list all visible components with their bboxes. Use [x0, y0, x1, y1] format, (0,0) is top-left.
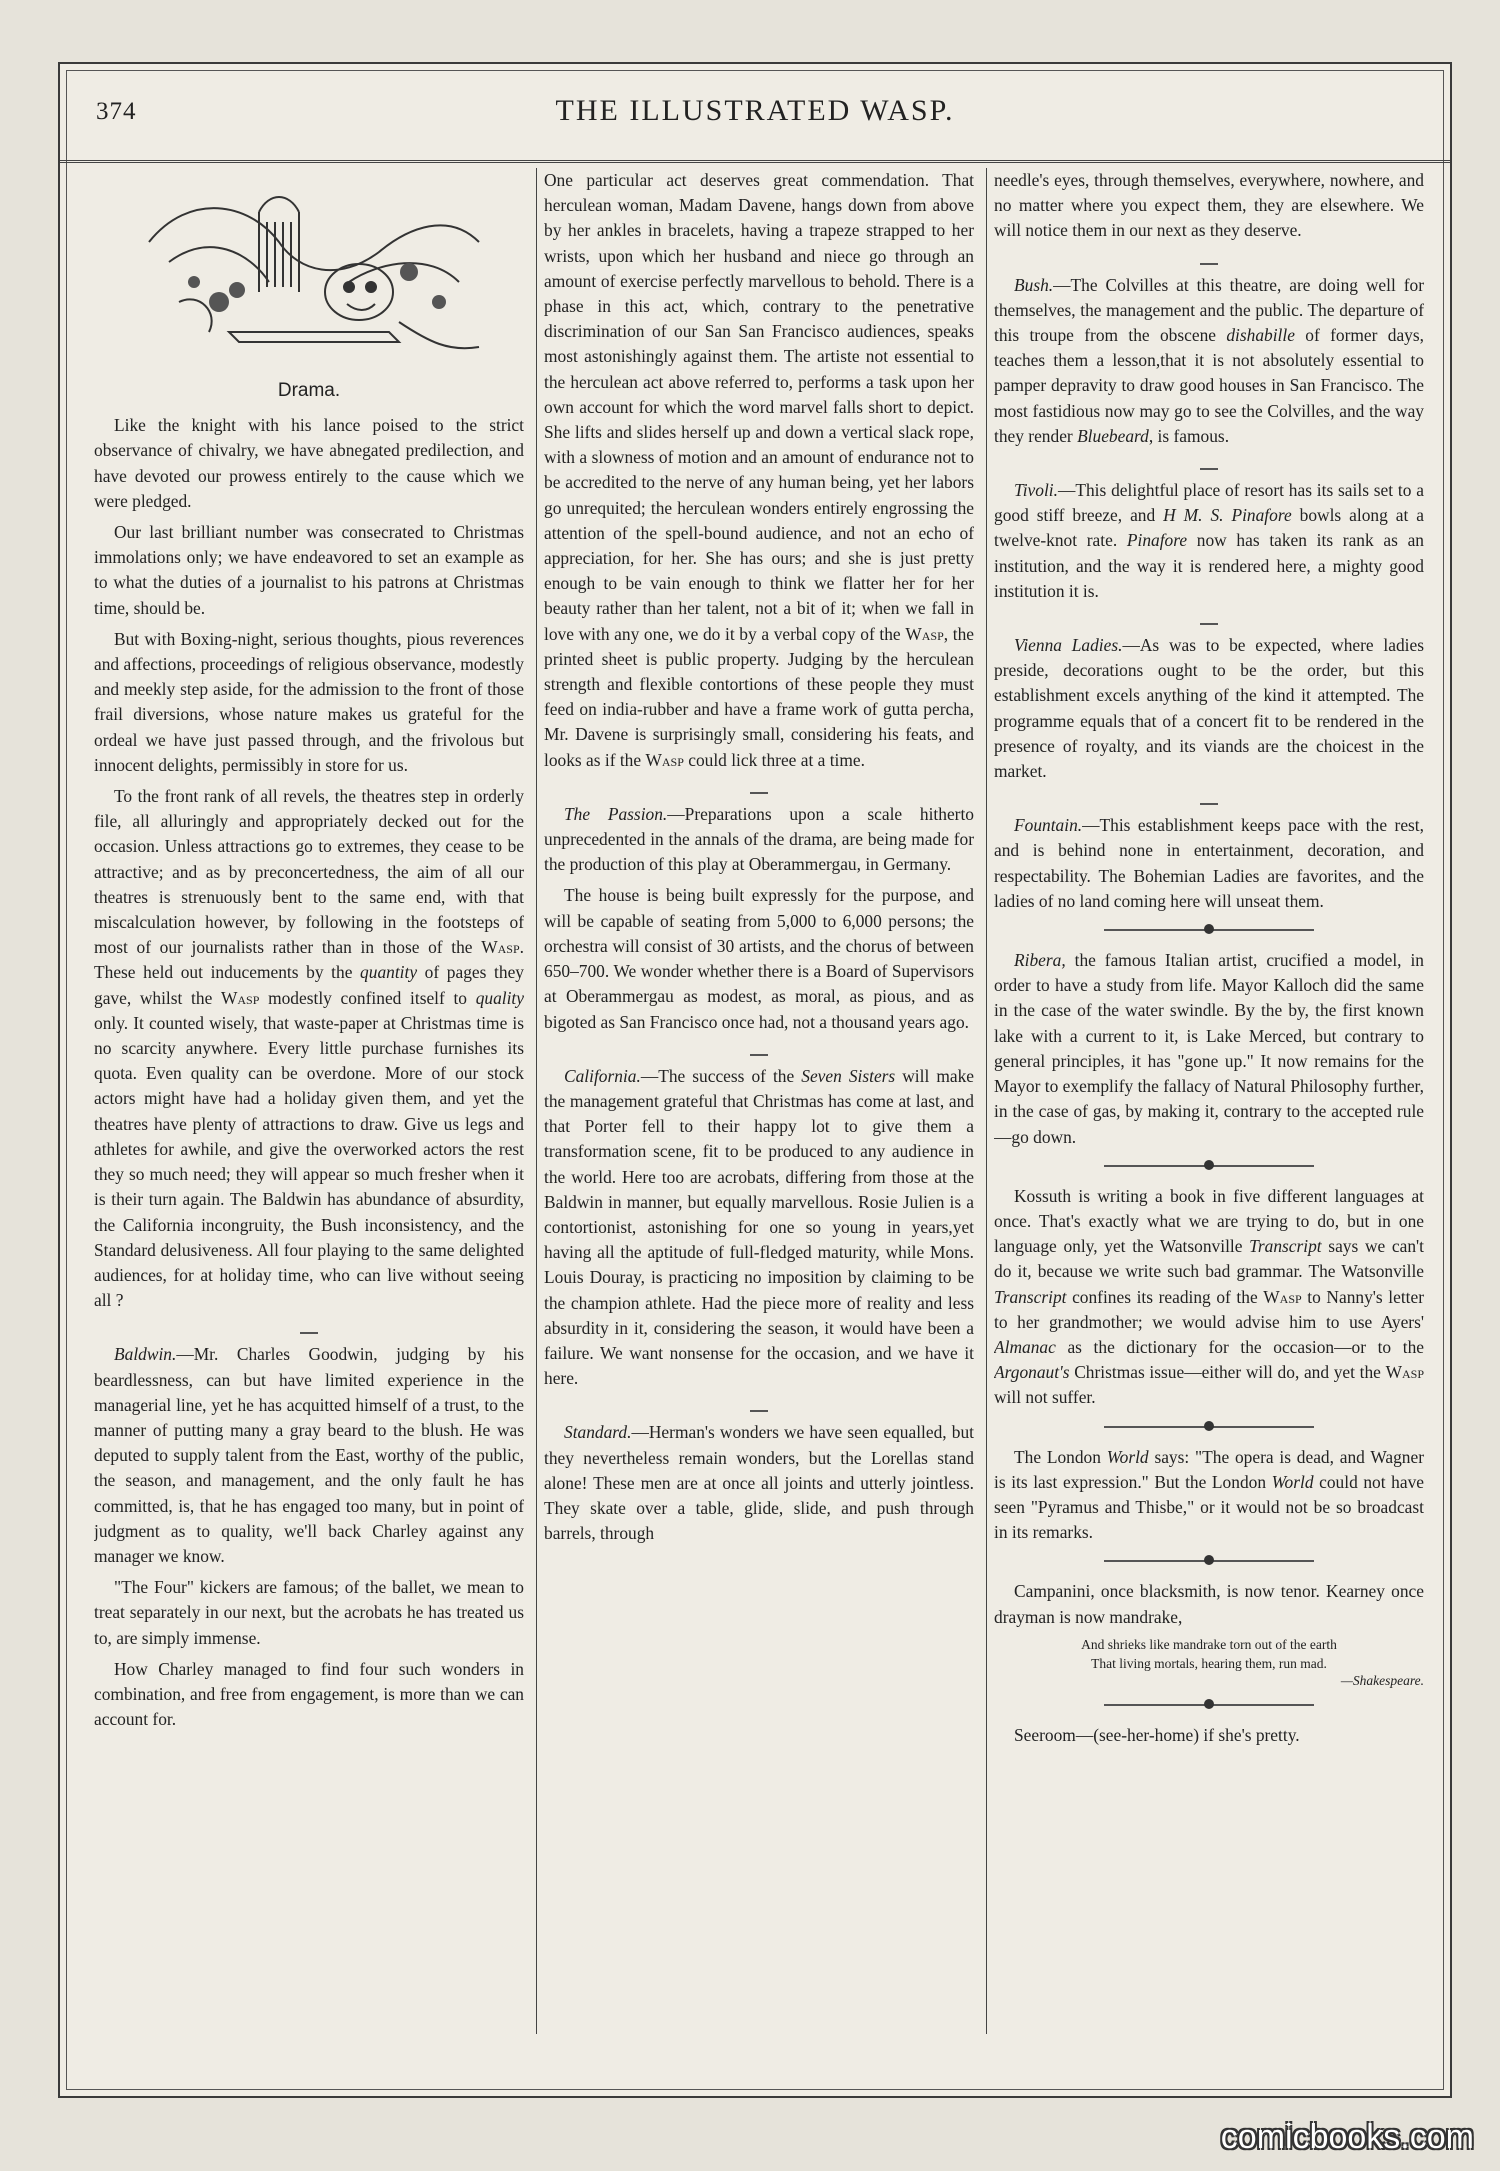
- page-number: 374: [96, 98, 137, 125]
- section-title-drama: Drama.: [277, 380, 341, 401]
- quote-attribution: —Shakespeare.: [1340, 1672, 1424, 1688]
- column-2: [544, 168, 974, 2038]
- paragraph-standard: Standard.—Herman's wonders we have seen equalled, but they nevertheless remain wonders, but the Lorellas stand alone! These men are at once all joints and utterly jointless. They skate over a table, glide, slide, and push through barrels, through: [544, 1422, 974, 1544]
- column-1: [94, 168, 524, 2038]
- section-divider: [544, 1047, 974, 1056]
- quote-line: And shrieks like mandrake torn out of the earth: [1081, 1636, 1337, 1652]
- paragraph-ribera: Ribera, the famous Italian artist, crucified a model, in order to have a study from life. Mayor Kalloch did the same in the case of the water swindle. By the by, the first known lake with a current to it, is Lake Merced, but contrary to general principles, it has "gone up." It now remains for the Mayor to exemplify the fallacy of Natural Philosophy further, in the case of gas, by making it, contrary to the accepted rule—go down.: [994, 950, 1424, 1147]
- page-header: [60, 64, 1450, 163]
- paragraph-fountain: Fountain.—This establishment keeps pace with the rest, and is behind none in entertainment, decoration, and respectability. The Bohemian Ladies are favorites, and the ladies of no land coming here will unseat them.: [994, 815, 1424, 911]
- watermark: comicbooks.com: [1220, 2118, 1474, 2156]
- paragraph: To the front rank of all revels, the theatres step in orderly file, all alluringly and appropriately decked out for the occasion. Unless attractions go to extremes, they cease to be attractive; and as by preconcertedness, the aim of all our theatres is strenuously bent to the same end, with that miscalculation however, by following in the footsteps of most of our journalists rather than in those of the Wasp. These held out inducements by the quantity of pages they gave, whilst the Wasp modestly confined itself to quality only. It counted wisely, that waste-paper at Christmas time is no scarcity anywhere. Every little purchase furnishes its quota. Even quality can be overdone. More of our stock actors might have had a holiday given them, and yet the theatres have plenty of attractions to draw. Give us legs and athletes for awhile, and give the overworked actors the rest they so much need; they will appear so much fresher when it is their turn again. The Baldwin has abundance of absurdity, the California incongruity, the Bush inconsistency, and the Standard delusiveness. All four playing to the same delighted audiences, for at holiday time, who can live without seeing all ?: [94, 786, 524, 1311]
- paragraph-kossuth: Kossuth is writing a book in five different languages at once. That's exactly what we are trying to do, but in one language only, yet the Watsonville Transcript says we can't do it, because we write such bad grammar. The Watsonville Transcript confines its reading of the Wasp to Nanny's letter to her grandmother; we would advise him to use Ayers' Almanac as the dictionary for the occasion—or to the Argonaut's Christmas issue—either will do, and yet the Wasp will not suffer.: [994, 1185, 1424, 1408]
- paragraph-vienna-ladies: Vienna Ladies.—As was to be expected, where ladies preside, decorations ought to be the order, but this establishment excels anything of the kind it attempted. The programme equals that of a concert fit to be rendered in the presence of royalty, and its viands are the choicest in the market.: [994, 635, 1424, 782]
- ornament-divider: [994, 1160, 1424, 1172]
- paragraph: needle's eyes, through themselves, everywhere, nowhere, and no matter where you expect them, they are elsewhere. We will notice them in our next as they deserve.: [994, 170, 1424, 241]
- section-divider: [544, 1403, 974, 1412]
- paragraph-seeroom: Seeroom—(see-her-home) if she's pretty.: [1014, 1724, 1300, 1745]
- section-divider: [994, 796, 1424, 805]
- paragraph: Like the knight with his lance poised to the strict observance of chivalry, we have abnegated predilection, and have devoted our prowess entirely to the cause which we were pledged.: [94, 415, 524, 511]
- lyre-and-masks-ornament-icon: [109, 172, 509, 372]
- paragraph-california: California.—The success of the Seven Sisters will make the management grateful that Christmas has come at last, and that Porter fell to their happy lot to give them a transformation scene, fit to be produced to any audience in the world. Here too are acrobats, differing from those at the Baldwin in manner, but equally marvellous. Rosie Julien is a contortionist, astonishing for one so young in years,yet having all the aptitude of full-fledged maturity, while Mons. Louis Douray, is practicing no imposition by claiming to be the champion athlete. Had the piece more of reality and less absurdity in it, considering the season, it would have been a failure. We want nonsense for the occasion, and we have it here.: [544, 1065, 974, 1389]
- paragraph: Our last brilliant number was consecrated to Christmas immolations only; we have endeavored to set an example as to what the duties of a journalist to his patrons at Christmas time, should be.: [94, 522, 524, 618]
- paragraph-passion: The Passion.—Preparations upon a scale hitherto unprecedented in the annals of the drama, are being made for the production of this play at Oberammergau, in Germany.: [544, 803, 974, 875]
- section-divider: [994, 616, 1424, 625]
- paragraph-tivoli: Tivoli.—This delightful place of resort has its sails set to a good stiff breeze, and H M. S. Pinafore bowls along at a twelve-knot rate. Pinafore now has taken its rank as an institution, and the way it is rendered here, a mighty good institution it is.: [994, 480, 1424, 601]
- section-divider: [544, 785, 974, 794]
- ornament-divider: [994, 1699, 1424, 1711]
- newspaper-page: [58, 62, 1452, 2098]
- ornament-divider: [994, 924, 1424, 936]
- paragraph: The house is being built expressly for the purpose, and will be capable of seating from 5,000 to 6,000 persons; the orchestra will consist of 30 artists, and the chorus of between 650–700. We wonder whether there is a Board of Supervisors at Oberammergau as modest, as moral, as pious, and as bigoted as San Francisco once had, not a thousand years ago.: [544, 885, 974, 1032]
- paragraph-london-world: The London World says: "The opera is dead, and Wagner is its last expression." But the London World could not have seen "Pyramus and Thisbe," or it would not be so broadcast in its remarks.: [994, 1446, 1424, 1543]
- column-3: [994, 168, 1424, 2038]
- article-columns: [94, 168, 1436, 2038]
- paragraph: "The Four" kickers are famous; of the ballet, we mean to treat separately in our next, but the acrobats he has treated us to, are simply immense.: [94, 1577, 524, 1648]
- paragraph-bush: Bush.—The Colvilles at this theatre, are doing well for themselves, the management and the public. The departure of this troupe from the obscene dishabille of former days, teaches them a lesson,that it is not absolutely essential to pamper depravity to draw good houses in San Francisco. The most fastidious now may go to see the Colvilles, and the way they render Bluebeard, is famous.: [994, 274, 1424, 446]
- quote-line: That living mortals, hearing them, run mad.: [1091, 1655, 1327, 1671]
- section-divider: [94, 1325, 524, 1334]
- section-divider: [994, 461, 1424, 470]
- paragraph-baldwin: Baldwin.—Mr. Charles Goodwin, judging by his beardlessness, can but have limited experience in the managerial line, yet he has acquitted himself of a trust, to the manner of putting many a gray beard to the blush. He was deputed to supply talent from the East, worthy of the public, the season, and management, and the only fault he has committed, is, that he has engaged too many, but in point of judgment as to quality, we'll back Charley against any manager we know.: [94, 1344, 524, 1566]
- paragraph: One particular act deserves great commendation. That herculean woman, Madam Davene, hangs down from above by her ankles in bracelets, having a trapeze strapped to her wrists, upon which her husband and niece go through an amount of exercise perfectly marvellous to behold. There is a phase in this act, which, contrary to the penetrative discrimination of our San San Francisco audiences, speaks most astonishingly against them. The artiste not essential to the herculean act above referred to, performs a task upon her own account for which the word marvel falls short to depict. She lifts and slides herself up and down a vertical slack rope, with a slowness of motion and an amount of endurance not to be accredited to the nerve of any human being, yet her labors go unrequited; the herculean wonders entirely engrossing the attention of the spell-bound audience, and not an echo of appreciation, for her. She has ours; and she is just pretty enough to be vain enough to think we flatter her for her beauty rather than her talent, not a bit of it; when we fall in love with any one, we do it by a verbal copy of the Wasp, the printed sheet is public property. Judging by the herculean strength and flexible contortions of these people they must feed on india-rubber and have a frame work of gutta percha, Mr. Davene is surprisingly small, considering his feats, and looks as if the Wasp could lick three at a time.: [544, 170, 974, 770]
- ornament-divider: [994, 1421, 1424, 1433]
- paragraph-campanini: Campanini, once blacksmith, is now tenor. Kearney once drayman is now mandrake,: [994, 1581, 1424, 1627]
- ornament-divider: [994, 1555, 1424, 1567]
- paragraph: But with Boxing-night, serious thoughts, pious reverences and affections, proceedings of religious observance, modestly and meekly step aside, for the admission to the front of those frail diversions, whose nature makes us grateful for the ordeal we have just passed through, and the frivolous but innocent delights, permissibly in store for us.: [94, 628, 524, 775]
- masthead-title: THE ILLUSTRATED WASP.: [555, 94, 955, 127]
- paragraph: How Charley managed to find four such wonders in combination, and free from engagement, is more than we can account for.: [94, 1658, 524, 1730]
- section-divider: [994, 256, 1424, 265]
